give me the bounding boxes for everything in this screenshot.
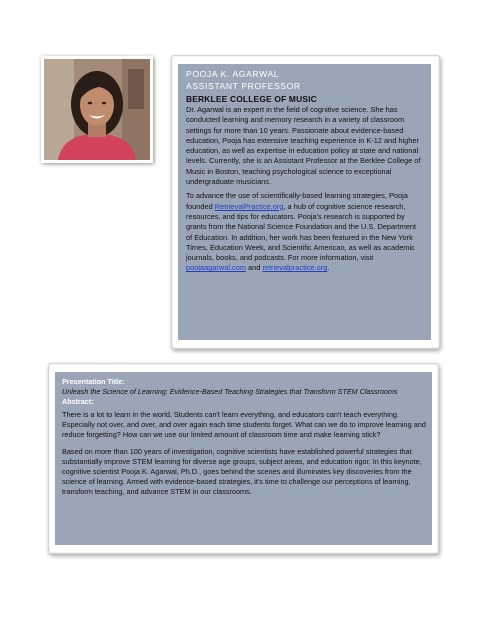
abstract-paragraph-2: Based on more than 100 years of investigation, cognitive scientists have established powerful strategies that substantially improve STEM learning for diverse age groups, subject areas, and education rigor. In this keynote, cognitive scientist Pooja K. Agarwal, Ph.D., goes behind the scenes and illuminates key discoveries from the science of learning. Armed with evidence-based strategies, it's time to challenge our perceptions of learning, transform teaching, and advance STEM in our classrooms. bbox=[62, 446, 422, 497]
abstract-paragraph-1: There is a lot to learn in the world. Students can't learn everything, and educators can't teach everything. Especially not over, and over, and over again each time students forget. What can we do to improve learning and reduce forgetting? How can we use our limited amount of classroom time and make learning stick? bbox=[62, 410, 426, 440]
retrievalpractice-link[interactable]: RetrievalPractice.org bbox=[214, 201, 284, 211]
presentation-panel bbox=[55, 372, 432, 545]
speaker-institution: BERKLEE COLLEGE OF MUSIC bbox=[186, 94, 317, 104]
poojaagarwal-link[interactable]: poojaagarwal.com bbox=[186, 263, 246, 273]
bio-text-2: , a hub of cognitive science research, resources, and tips for educators. Pooja's research is supported by grants from the National Science Foundation and the U.S. Department of Education. In addition, her work has been featured in the New York Times, Education Week, and Scientific American, as well as academic journals, books, and podcasts. For more information, visit bbox=[186, 201, 417, 263]
abstract-label: Abstract: bbox=[62, 397, 94, 406]
speaker-bio-panel bbox=[178, 64, 431, 340]
presentation-card bbox=[48, 363, 439, 554]
speaker-photo-frame bbox=[41, 56, 153, 163]
bio-paragraph-2 bbox=[186, 191, 424, 273]
presentation-title-label: Presentation Title: bbox=[62, 377, 125, 386]
speaker-name: POOJA K. AGARWAL bbox=[186, 69, 280, 79]
speaker-photo bbox=[44, 59, 150, 160]
presentation-title: Unleash the Science of Learning: Evidence-Based Teaching Strategies that Transform STEM Classrooms bbox=[62, 387, 398, 396]
bio-text-3: and bbox=[245, 263, 263, 273]
bio-text-4: . bbox=[327, 263, 330, 273]
retrievalpractice-org-link[interactable]: retrievalpractice.org bbox=[262, 263, 328, 273]
bio-text-1: To advance the use of scientifically-based learning strategies, Pooja founded bbox=[186, 191, 408, 211]
bio-paragraph-1: Dr. Agarwal is an expert in the field of cognitive science. She has conducted learning and memory research in a variety of classroom settings for more than 10 years. Passionate about evidence-based education, Pooja has extensive teaching experience in K-12 and higher education, as well as expertise in education policy at state and national levels. Currently, she is an Assistant Professor at the Berklee College of Music in Boston, teaching psychological science to exceptional undergraduate musicians. bbox=[186, 105, 421, 187]
speaker-position: ASSISTANT PROFESSOR bbox=[186, 80, 301, 91]
speaker-bio-card bbox=[171, 55, 440, 349]
